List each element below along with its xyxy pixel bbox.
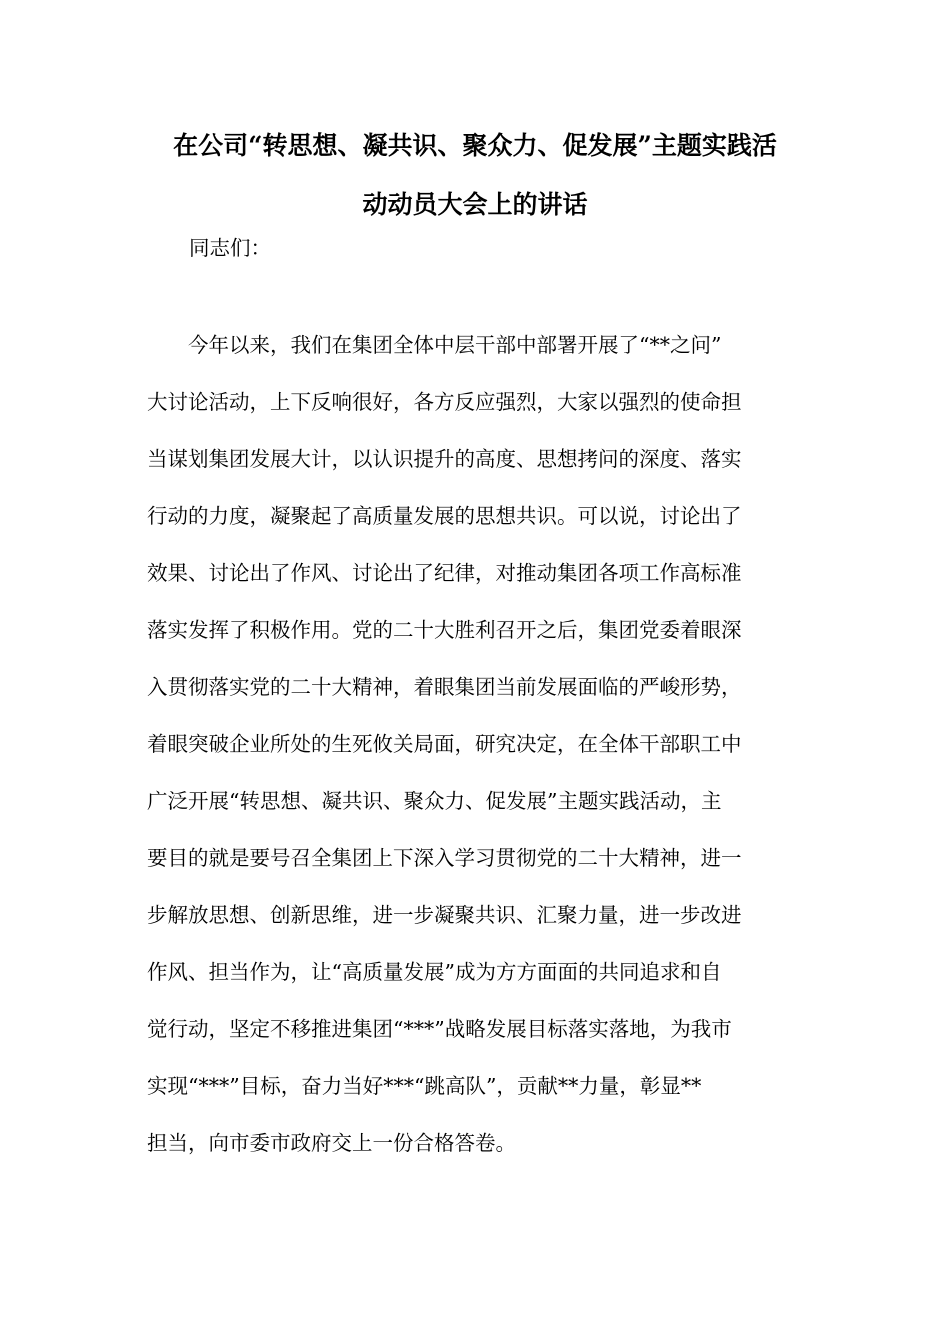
document-title-line-1: 在公司“转思想、凝共识、聚众力、促发展”主题实践活 [173,131,777,160]
paragraph-line: 当谋划集团发展大计，以认识提升的高度、思想拷问的深度、落实 [147,447,742,471]
paragraph-line: 实现“***”目标，奋力当好***“跳高队”，贡献**力量，彰显** [147,1074,702,1098]
paragraph-line: 担当，向市委市政府交上一份合格答卷。 [147,1131,516,1155]
paragraph-line: 着眼突破企业所处的生死攸关局面，研究决定，在全体干部职工中 [147,732,742,756]
paragraph-line: 落实发挥了积极作用。党的二十大胜利召开之后，集团党委着眼深 [147,618,742,642]
paragraph-line: 行动的力度，凝聚起了高质量发展的思想共识。可以说，讨论出了 [147,504,742,528]
paragraph-line: 觉行动，坚定不移推进集团“***”战略发展目标落实落地，为我市 [147,1017,732,1041]
paragraph-line: 今年以来，我们在集团全体中层干部中部署开展了“**之问” [147,333,722,357]
paragraph-line: 效果、讨论出了作风、讨论出了纪律，对推动集团各项工作高标准 [147,561,742,585]
paragraph-line: 入贯彻落实党的二十大精神，着眼集团当前发展面临的严峻形势， [147,675,742,699]
paragraph-line: 要目的就是要号召全集团上下深入学习贯彻党的二十大精神，进一 [147,846,742,870]
paragraph-line: 作风、担当作为，让“高质量发展”成为方方面面的共同追求和自 [147,960,722,984]
paragraph-line: 广泛开展“转思想、凝共识、聚众力、促发展”主题实践活动，主 [147,789,722,813]
document-title-line-2: 动动员大会上的讲话 [362,190,588,219]
salutation: 同志们： [189,236,271,260]
paragraph-line: 步解放思想、创新思维，进一步凝聚共识、汇聚力量，进一步改进 [147,903,742,927]
paragraph-line: 大讨论活动，上下反响很好，各方反应强烈，大家以强烈的使命担 [147,390,742,414]
